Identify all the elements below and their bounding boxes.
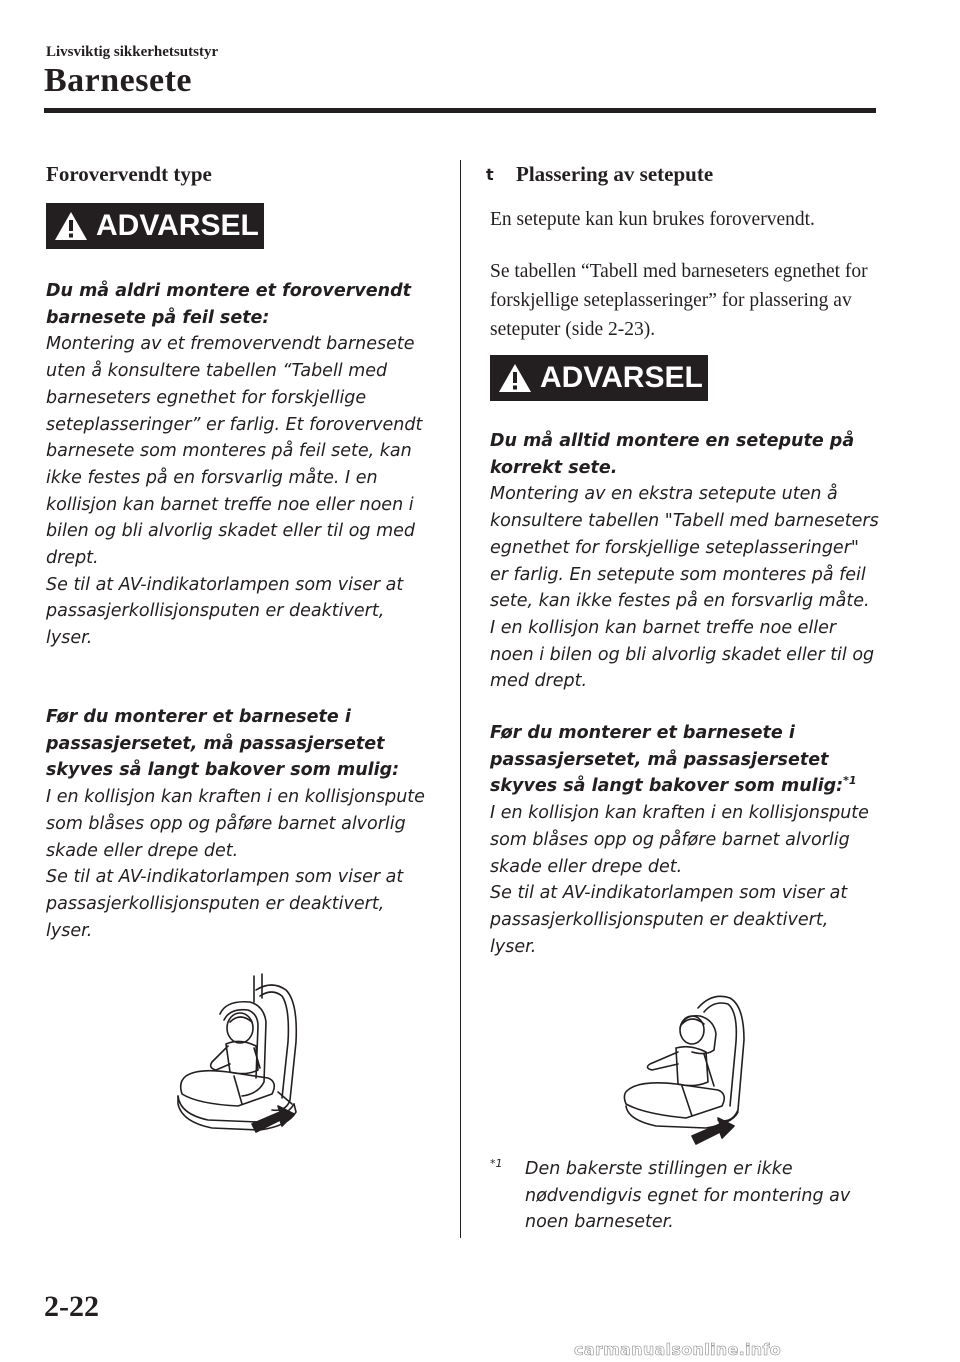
warning-body: Montering av et fremovervendt barnesete uten å konsultere tabellen “Tabell med barneseters egnethet for forskjellige seteplasseringer” er farlig. Et forovervendt barnesete som monteres på feil sete, kan ikke festes på en forsvarlig måte. I en kollisjon kan barnet treffe noe eller noen i bilen og bli alvorlig skadet eller til og med drept.: [46, 334, 423, 569]
warning-bold: Du må alltid montere en setepute på korrekt sete.: [490, 431, 855, 478]
warning-right-1: [490, 428, 880, 695]
watermark: carmanualsonline.info: [574, 1340, 782, 1359]
warning-badge-right: [490, 355, 708, 401]
warning-right-2: [490, 720, 880, 960]
right-heading: Plassering av setepute: [516, 162, 714, 186]
warning-body: I en kollisjon kan kraften i en kollisjonspute som blåses opp og påføre barnet alvorlig skade eller drepe det.: [490, 803, 869, 877]
warning-badge-left: [46, 203, 264, 249]
warning-triangle-icon: [54, 210, 88, 242]
section-label: Livsviktig sikkerhetsutstyr: [46, 44, 219, 60]
section-bullet: t: [486, 165, 494, 184]
warning-triangle-icon: [498, 362, 532, 394]
warning-body: I en kollisjon kan kraften i en kollisjonspute som blåses opp og påføre barnet alvorlig skade eller drepe det.: [46, 787, 425, 861]
warning-label: ADVARSEL: [96, 209, 259, 242]
warning-left-2: [46, 704, 436, 944]
warning-left-1: [46, 278, 436, 652]
warning-body: Montering av en ekstra setepute uten å konsultere tabellen "Tabell med barneseters egnethet for forskjellige seteplasseringer" er farlig. En setepute som monteres på feil sete, kan ikke festes på en forsvarlig måte. I en kollisjon kan barnet treffe noe eller noen i bilen og bli alvorlig skadet eller til og med drept.: [490, 484, 879, 692]
warning-body: Se til at AV-indikatorlampen som viser at passasjerkollisjonsputen er deaktivert, lyser.: [46, 574, 404, 649]
warning-bold: Før du monterer et barnesete i passasjersetet, må passasjersetet skyves så langt bakover som mulig:: [490, 723, 844, 797]
footnote-text: Den bakerste stillingen er ikke nødvendigvis egnet for montering av noen barneseter.: [525, 1159, 851, 1233]
header-rule: [44, 108, 876, 113]
booster-seat-illustration: [620, 990, 760, 1146]
column-divider: [460, 160, 461, 1238]
page-number: 2-22: [44, 1290, 99, 1323]
warning-body: Se til at AV-indikatorlampen som viser at passasjerkollisjonsputen er deaktivert, lyser.: [490, 883, 848, 957]
warning-label: ADVARSEL: [540, 361, 703, 394]
warning-bold: Du må aldri montere et forovervendt barnesete på feil sete:: [46, 281, 411, 328]
chapter-title: Barnesete: [44, 62, 193, 99]
right-paragraph-1: En setepute kan kun brukes forovervendt.: [490, 209, 815, 230]
footnote-marker: *1: [490, 1157, 503, 1171]
warning-bold: Før du monterer et barnesete i passasjersetet, må passasjersetet skyves så langt bakover som mulig:: [46, 707, 400, 781]
left-heading: Forovervendt type: [46, 162, 212, 186]
forward-facing-child-seat-illustration: [168, 972, 308, 1142]
footnote-ref: *1: [843, 774, 857, 788]
warning-body: Se til at AV-indikatorlampen som viser at passasjerkollisjonsputen er deaktivert, lyser.: [46, 867, 404, 941]
right-paragraph-2: Se tabellen “Tabell med barneseters egnethet for forskjellige seteplasseringer” for plassering av seteputer (side 2-23).: [490, 261, 868, 340]
